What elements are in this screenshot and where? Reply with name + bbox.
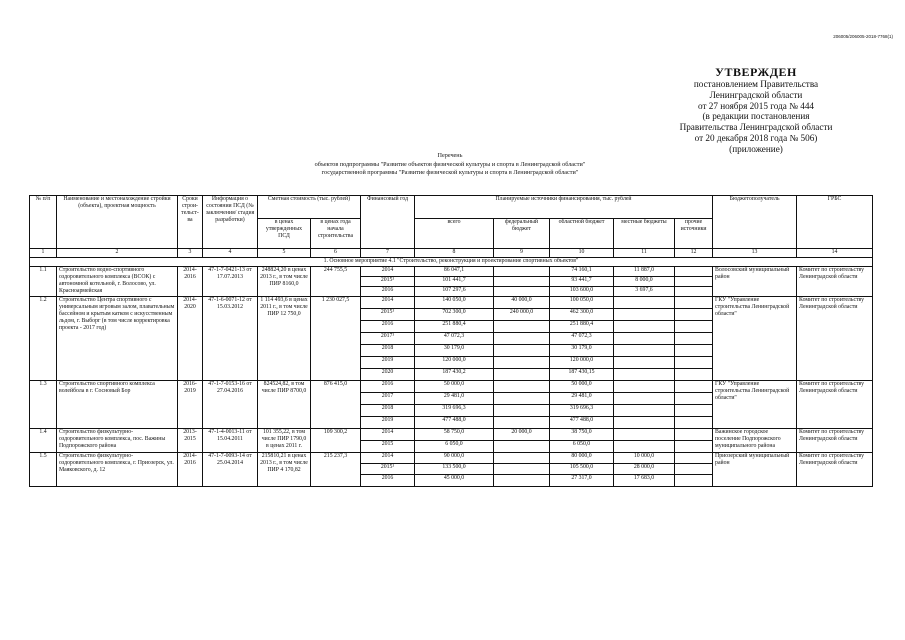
grbs: Комитет по строительству Ленинградской области: [797, 267, 873, 297]
federal-value: 240 000,0: [494, 309, 550, 321]
header-grbs: ГРБС: [797, 196, 873, 249]
budget-recipient: Важинское городское поселение Подпорожского муниципального района: [713, 429, 797, 453]
federal-value: [494, 277, 550, 287]
header-federal: федеральный бюджет: [494, 219, 550, 249]
other-value: [675, 417, 713, 429]
table-row: [30, 381, 873, 393]
total-value: 140 050,0: [415, 297, 494, 309]
other-value: [675, 345, 713, 357]
column-number: 6: [311, 249, 361, 258]
fin-year: 2016: [361, 321, 415, 333]
header-cost: Сметная стоимость (тыс. рублей): [258, 196, 361, 219]
regional-value: 29 481,0: [550, 393, 614, 405]
federal-value: [494, 333, 550, 345]
regional-value: 462 300,0: [550, 309, 614, 321]
grbs: Комитет по строительству Ленинградской области: [797, 297, 873, 381]
project-number: 1.5: [30, 453, 57, 487]
table-row: [30, 297, 873, 309]
psd-info: 47-1-7-0093-14 от 25.04.2014: [203, 453, 258, 487]
local-value: 17 683,0: [614, 475, 675, 487]
other-value: [675, 309, 713, 321]
grbs: Комитет по строительству Ленинградской области: [797, 429, 873, 453]
local-value: [614, 297, 675, 309]
federal-value: [494, 321, 550, 333]
local-value: [614, 393, 675, 405]
project-number: 1.1: [30, 267, 57, 297]
total-value: 187 430,2: [415, 369, 494, 381]
budget-recipient: Приозерский муниципальный район: [713, 453, 797, 487]
column-number: 9: [494, 249, 550, 258]
cost-start: 244 755,5: [311, 267, 361, 297]
local-value: [614, 369, 675, 381]
local-value: [614, 357, 675, 369]
local-value: [614, 405, 675, 417]
header-cost-approved: в ценах утвержденных ПСД: [258, 219, 311, 249]
cost-approved: 248824,20 в ценах 2013 г., в том числе ПИР 8160,0: [258, 267, 311, 297]
federal-value: 20 000,0: [494, 429, 550, 441]
total-value: 319 696,3: [415, 405, 494, 417]
federal-value: [494, 287, 550, 297]
total-value: 133 500,0: [415, 464, 494, 475]
total-value: 107 297,6: [415, 287, 494, 297]
project-number: 1.2: [30, 297, 57, 381]
regional-value: 319 696,3: [550, 405, 614, 417]
psd-info: 47-1-7-0421-13 от 17.07.2013: [203, 267, 258, 297]
approval-line: (приложение): [729, 143, 783, 154]
header-num: № п/п: [30, 196, 57, 249]
fin-year: 2015: [361, 441, 415, 453]
federal-value: 40 000,0: [494, 297, 550, 309]
regional-value: 50 000,0: [550, 381, 614, 393]
other-value: [675, 381, 713, 393]
project-number: 1.4: [30, 429, 57, 453]
regional-value: 93 441,7: [550, 277, 614, 287]
other-value: [675, 321, 713, 333]
other-value: [675, 429, 713, 441]
construction-terms: 2014-2016: [178, 453, 203, 487]
column-number: 12: [675, 249, 713, 258]
column-number: 4: [203, 249, 258, 258]
column-number: 11: [614, 249, 675, 258]
column-number: 3: [178, 249, 203, 258]
regional-value: 38 750,0: [550, 429, 614, 441]
approval-line: от 20 декабря 2018 года № 506): [694, 132, 818, 143]
total-value: 58 750,0: [415, 429, 494, 441]
fin-year: 2014: [361, 267, 415, 277]
fin-year: 2017¹: [361, 333, 415, 345]
approval-block: [650, 66, 862, 155]
table-row: [30, 267, 873, 277]
other-value: [675, 277, 713, 287]
other-value: [675, 267, 713, 277]
total-value: 47 072,3: [415, 333, 494, 345]
other-value: [675, 453, 713, 464]
table-row: [30, 429, 873, 441]
title-line: государственной программы "Развитие физической культуры и спорта в Ленинградской области": [321, 169, 579, 177]
federal-value: [494, 357, 550, 369]
cost-start: 109 300,2: [311, 429, 361, 453]
regional-value: 100 050,0: [550, 297, 614, 309]
regional-value: 27 317,0: [550, 475, 614, 487]
total-value: 45 000,0: [415, 475, 494, 487]
fin-year: 2014: [361, 429, 415, 441]
approval-line: Правительства Ленинградской области: [679, 122, 833, 133]
title-line: объектов подпрограммы "Развитие объектов физической культуры и спорта в Ленинградской области": [314, 160, 586, 168]
other-value: [675, 287, 713, 297]
total-value: 6 050,0: [415, 441, 494, 453]
local-value: 8 000,0: [614, 277, 675, 287]
other-value: [675, 393, 713, 405]
fin-year: 2015¹: [361, 464, 415, 475]
budget-recipient: ГКУ "Управление строительства Ленинградской области": [713, 297, 797, 381]
total-value: 120 000,0: [415, 357, 494, 369]
section-title: 1. Основное мероприятие 4.1 "Строительство, реконструкция и проектирование спортивных объектов": [30, 258, 873, 267]
total-value: 251 880,4: [415, 321, 494, 333]
fin-year: 2019: [361, 417, 415, 429]
other-value: [675, 369, 713, 381]
header-total: всего: [415, 219, 494, 249]
approval-line: постановлением Правительства: [693, 79, 819, 89]
approval-line: от 27 ноября 2015 года № 444: [697, 100, 815, 111]
total-value: 101 441,7: [415, 277, 494, 287]
total-value: 86 047,1: [415, 267, 494, 277]
fin-year: 2020: [361, 369, 415, 381]
federal-value: [494, 475, 550, 487]
regional-value: 120 000,0: [550, 357, 614, 369]
federal-value: [494, 345, 550, 357]
header-recipient: Бюджетополучатель: [713, 196, 797, 249]
header-sources: Планируемые источники финансирования, тыс. рублей: [415, 196, 713, 219]
regional-value: 30 179,0: [550, 345, 614, 357]
regional-value: 251 880,4: [550, 321, 614, 333]
column-number: 14: [797, 249, 873, 258]
regional-value: 47 072,3: [550, 333, 614, 345]
header-cost-start: в ценах года начала строительства: [311, 219, 361, 249]
fin-year: 2015¹: [361, 277, 415, 287]
federal-value: [494, 393, 550, 405]
total-value: 702 300,0: [415, 309, 494, 321]
project-number: 1.3: [30, 381, 57, 429]
other-value: [675, 297, 713, 309]
fin-year: 2014: [361, 297, 415, 309]
table-header: [30, 196, 873, 258]
federal-value: [494, 417, 550, 429]
federal-value: [494, 267, 550, 277]
federal-value: [494, 464, 550, 475]
approval-line: Ленинградской области: [709, 89, 803, 100]
column-number: 7: [361, 249, 415, 258]
local-value: 3 697,6: [614, 287, 675, 297]
objects-table: [29, 195, 873, 487]
construction-terms: 2014-2020: [178, 297, 203, 381]
local-value: [614, 333, 675, 345]
cost-approved: 1 114 493,6 в ценах 2011 г., в том числе ПИР 12 750,0: [258, 297, 311, 381]
document-id: 206005/206005-2018-7768(1): [833, 34, 893, 39]
column-number: 1: [30, 249, 57, 258]
construction-terms: 2013-2015: [178, 429, 203, 453]
other-value: [675, 333, 713, 345]
local-value: [614, 381, 675, 393]
project-name: Строительство спортивного комплекса волейбола в г. Сосновый Бор: [57, 381, 178, 429]
regional-value: 105 500,0: [550, 464, 614, 475]
cost-approved: 215810,21 в ценах 2013 г., в том числе ПИР 4 170,82: [258, 453, 311, 487]
other-value: [675, 475, 713, 487]
header-other: прочие источники: [675, 219, 713, 249]
local-value: [614, 345, 675, 357]
psd-info: 47-1-6-0071-12 от 15.03.2012: [203, 297, 258, 381]
federal-value: [494, 369, 550, 381]
regional-value: 80 000,0: [550, 453, 614, 464]
header-name: Наименование и местонахождение стройки (объекта), проектная мощность: [57, 196, 178, 249]
local-value: [614, 417, 675, 429]
total-value: 90 000,0: [415, 453, 494, 464]
grbs: Комитет по строительству Ленинградской области: [797, 453, 873, 487]
total-value: 50 000,0: [415, 381, 494, 393]
column-number: 13: [713, 249, 797, 258]
header-local: местные бюджеты: [614, 219, 675, 249]
approval-heading: УТВЕРЖДЕН: [715, 65, 797, 79]
local-value: 28 000,0: [614, 464, 675, 475]
regional-value: 103 600,0: [550, 287, 614, 297]
local-value: [614, 429, 675, 441]
cost-approved: 101 355,22, в том числе ПИР 1790,0 в ценах 2011 г.: [258, 429, 311, 453]
regional-value: 74 160,1: [550, 267, 614, 277]
total-value: 29 481,0: [415, 393, 494, 405]
other-value: [675, 464, 713, 475]
total-value: 477 488,0: [415, 417, 494, 429]
fin-year: 2014: [361, 453, 415, 464]
project-name: Строительство физкультурно-оздоровительного комплекса, пос. Важины Подпорожского района: [57, 429, 178, 453]
title-line: Перечень: [437, 152, 463, 159]
column-number: 8: [415, 249, 494, 258]
federal-value: [494, 381, 550, 393]
other-value: [675, 357, 713, 369]
cost-start: 876 415,0: [311, 381, 361, 429]
psd-info: 47-1-7-0153-16 от 27.04.2016: [203, 381, 258, 429]
header-psd: Информация о состоянии ПСД (№ заключения/ стадия разработки): [203, 196, 258, 249]
local-value: 11 887,0: [614, 267, 675, 277]
table-row: [30, 453, 873, 464]
fin-year: 2016: [361, 287, 415, 297]
header-regional: областной бюджет: [550, 219, 614, 249]
regional-value: 6 050,0: [550, 441, 614, 453]
project-name: Строительство физкультурно-оздоровительного комплекса, г. Приозерск, ул. Маяковского, д. 12: [57, 453, 178, 487]
fin-year: 2016: [361, 475, 415, 487]
other-value: [675, 405, 713, 417]
header-terms: Сроки строи-тельст-ва: [178, 196, 203, 249]
regional-value: 477 488,0: [550, 417, 614, 429]
column-number: 10: [550, 249, 614, 258]
fin-year: 2016: [361, 381, 415, 393]
fin-year: 2018: [361, 345, 415, 357]
regional-value: 187 430,15: [550, 369, 614, 381]
table-body: [30, 258, 873, 487]
project-name: Строительство Центра спортивного с универсальным игровым залом, плавательным бассейном и крытым катком с искусственным льдом, г. Выборг (в том числе корректировка проекта - 2017 год): [57, 297, 178, 381]
other-value: [675, 441, 713, 453]
cost-start: 1 230 027,5: [311, 297, 361, 381]
federal-value: [494, 453, 550, 464]
local-value: [614, 321, 675, 333]
cost-start: 215 237,3: [311, 453, 361, 487]
grbs: Комитет по строительству Ленинградской области: [797, 381, 873, 429]
column-number: 2: [57, 249, 178, 258]
fin-year: 2019: [361, 357, 415, 369]
section-row: [30, 258, 873, 267]
local-value: [614, 441, 675, 453]
column-number: 5: [258, 249, 311, 258]
cost-approved: 824524,82, в том числе ПИР 8700,0: [258, 381, 311, 429]
header-fin-year: Финансовый год: [361, 196, 415, 249]
local-value: [614, 309, 675, 321]
federal-value: [494, 441, 550, 453]
project-name: Строительство водно-спортивного оздоровительного комплекса (ВСОК) с автономной котельной, г. Волосово, ул. Красноармейская: [57, 267, 178, 297]
fin-year: 2018: [361, 405, 415, 417]
column-numbers-row: [30, 249, 873, 258]
local-value: 10 000,0: [614, 453, 675, 464]
federal-value: [494, 405, 550, 417]
psd-info: 47-1-4-0013-11 от 15.04.2011: [203, 429, 258, 453]
approval-line: (в редакции постановления: [702, 111, 810, 122]
construction-terms: 2016-2019: [178, 381, 203, 429]
construction-terms: 2014-2016: [178, 267, 203, 297]
fin-year: 2017: [361, 393, 415, 405]
document-title: [200, 152, 700, 178]
fin-year: 2015¹: [361, 309, 415, 321]
budget-recipient: ГКУ "Управление строительства Ленинградской области": [713, 381, 797, 429]
budget-recipient: Волосовский муниципальный район: [713, 267, 797, 297]
total-value: 30 179,0: [415, 345, 494, 357]
